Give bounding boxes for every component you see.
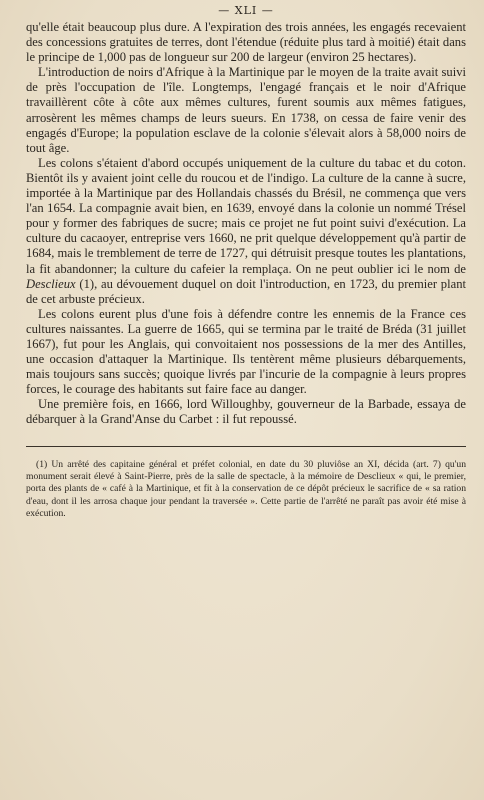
paragraph-3-text: Les colons s'étaient d'abord occupés uniquement de la culture du tabac et du coton. Bientôt ils y avaient joint celle du roucou et de l'indigo. La culture de la canne à sucre, importée à la Martinique par des Hollandais chassés du Brésil, ne commença que vers l'an 1654. La compagnie avait bien, en 1639, envoyé dans la colonie un nommé Trésel pour y former des fabriques de sucre; mais ce projet ne fut point suivi d'exécution. La culture du cacaoyer, entreprise vers 1660, ne prit quelque développement qu'à partir de 1684, mais le tremblement de terre de 1727, qui détruisit presque toutes les plantations, la fit abandonner; la culture du cafeier la remplaça. On ne peut oublier ici le nom de [26, 155, 466, 276]
paragraph-3-text-after: (1), au dévouement duquel on doit l'introduction, en 1723, du premier plant de cet arbuste précieux. [26, 276, 466, 306]
footnote-divider [26, 446, 466, 447]
paragraph-1: qu'elle était beaucoup plus dure. A l'expiration des trois années, les engagés recevaient des concessions gratuites de terres, dont l'étendue (réduite plus tard à moitié) était dans le principe de 1,000 pas de longueur sur 200 de largeur (environ 25 hectares). [26, 20, 466, 65]
paragraph-4: Les colons eurent plus d'une fois à défendre contre les ennemis de la France ces cultures naissantes. La guerre de 1665, qui se termina par le traité de Bréda (31 juillet 1667), fut pour les Anglais, qui convoitaient nos possessions de la mer des Antilles, une occasion d'attaquer la Martinique. Ils tentèrent même plusieurs débarquements, mais toujours sans succès; quoique livrés par l'incurie de la compagnie à leurs propres forces, le courage des habitants sut faire face au danger. [26, 306, 466, 397]
paragraph-5: Une première fois, en 1666, lord Willoughby, gouverneur de la Barbade, essaya de débarquer à la Grand'Anse du Carbet : il fut repoussé. [26, 397, 466, 427]
name-desclieux: Desclieux [26, 276, 76, 291]
page-number: — XLI — [218, 4, 274, 17]
body-text [26, 20, 466, 428]
paragraph-2: L'introduction de noirs d'Afrique à la Martinique par le moyen de la traite avait suivi de près l'occupation de l'île. Longtemps, l'engagé français et le noir d'Afrique travaillèrent côte à côte aux mêmes cultures, furent soumis aux mêmes fatigues, arrosèrent les mêmes champs de leurs sueurs. En 1738, on cessa de faire venir des engagés d'Europe; la population esclave de la colonie s'élevait alors à 58,000 noirs de tout âge. [26, 65, 466, 155]
footnote: (1) Un arrêté des capitaine général et préfet colonial, en date du 30 pluviôse an XI, décida (art. 7) qu'un monument serait élevé à Saint-Pierre, près de la salle de spectacle, à la mémoire de Desclieux « qui, le premier, porta des plants de « café à la Martinique, et fit à la conservation de ce dépôt précieux le sacrifice de « sa ration d'eau, dont il les arrosa chaque jour pendant la traversée ». Cette partie de l'arrêté ne paraît pas avoir été mise à exécution. [26, 458, 466, 520]
paragraph-3 [26, 156, 466, 307]
